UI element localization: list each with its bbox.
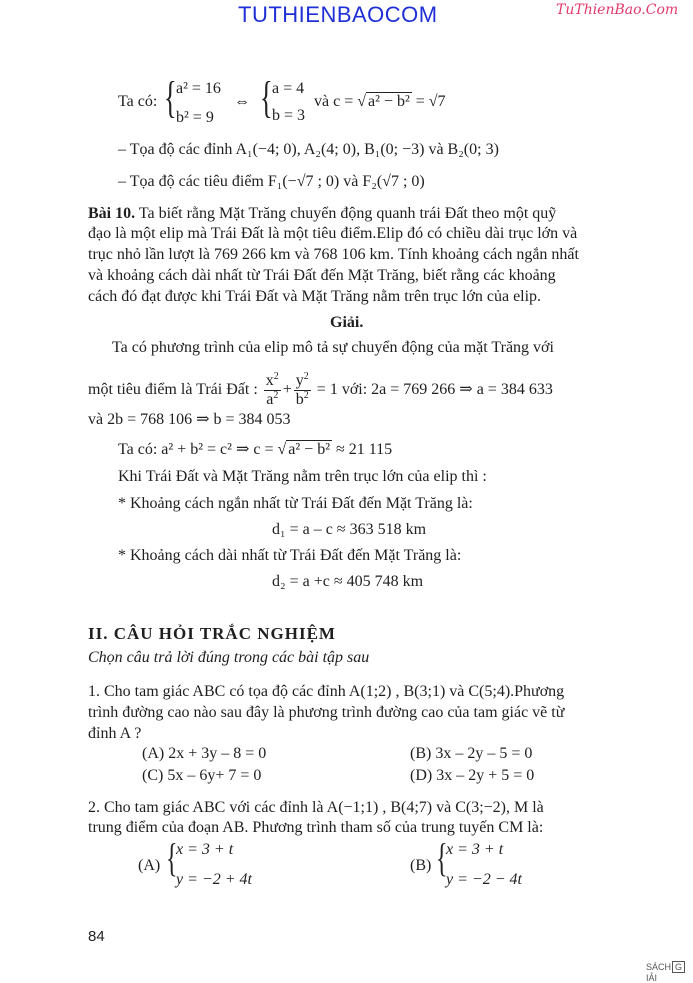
taco-label: Ta có:: [118, 93, 158, 110]
solution-line3: và 2b = 768 106 ⇒ b = 384 053: [88, 411, 291, 428]
system-brace-right: {: [260, 73, 273, 122]
iff-symbol: ⇔: [234, 93, 250, 110]
fraction-y2-b2: $\frac{y^2}{b^2}$: [295, 371, 309, 408]
q2-option-a-brace: {: [166, 835, 178, 880]
section2-subtitle: Chọn câu trả lời đúng trong các bài tập sau: [88, 649, 370, 666]
solution-line4-prefix: Ta có: a² + b² = c² ⇒ c =: [118, 441, 274, 458]
bai10-line3: trục nhỏ lần lượt là 769 266 km và 768 106 km. Tính khoảng cách ngắn nhất: [88, 246, 579, 263]
q1-option-c: (C) 5x – 6y+ 7 = 0: [142, 767, 262, 784]
bai10-label: Bài 10.: [88, 205, 136, 222]
solution-line1: Ta có phương trình của elip mô tả sự chuyển động của mặt Trăng với: [112, 339, 554, 356]
c-equation-prefix: và c =: [314, 93, 358, 110]
q1-option-a: (A) 2x + 3y – 8 = 0: [142, 745, 267, 762]
logo-text-a: SÁCH: [646, 962, 672, 972]
logo-text-b: G: [672, 961, 685, 973]
sqrt-radicand: a² − b²: [368, 93, 410, 110]
system1-row1: a² = 16: [176, 80, 221, 97]
solution-line2-suffix: = 1 với: 2a = 769 266 ⇒ a = 384 633: [316, 381, 553, 399]
q1-option-d: (D) 3x – 2y + 5 = 0: [410, 767, 535, 784]
brand-watermark: TuThienBao.Com: [556, 2, 679, 18]
system-brace-left: {: [164, 73, 177, 122]
q2-line2: trung điểm của đoạn AB. Phương trình tham số của trung tuyến CM là:: [88, 819, 544, 836]
q2-line1: 2. Cho tam giác ABC với các đỉnh là A(−1;1) , B(4;7) và C(3;−2), M là: [88, 799, 544, 816]
system2-row1: a = 4: [272, 80, 305, 97]
q1-line1: 1. Cho tam giác ABC có tọa độ các đỉnh A(1;2) , B(3;1) và C(5;4).Phương: [88, 683, 565, 700]
fraction-x2-a2: $\frac{x^2}{a^2}$: [265, 371, 279, 408]
c-equation: và c = √ a² − b² = √7: [314, 93, 446, 110]
solution-line9: d₂ = a +c ≈ 405 748 km: [272, 573, 424, 590]
q2-option-b-label: (B): [410, 857, 432, 874]
q2-option-a-label: (A): [138, 857, 161, 874]
q1-line2: trình đường cao nào sau đây là phương trình đường cao của tam giác vẽ từ: [88, 704, 565, 721]
solution-line5: Khi Trái Đất và Mặt Trăng nằm trên trục lớn của elip thì :: [118, 468, 487, 485]
solution-title: Giải.: [330, 314, 364, 331]
q2-option-b-row1: x = 3 + t: [446, 841, 504, 858]
solution-line4-result: ≈ 21 115: [335, 441, 393, 458]
site-header-title: TUTHIENBAOCOM: [238, 2, 438, 27]
bai10-line1: [88, 204, 556, 224]
system2-row2: b = 3: [272, 107, 306, 124]
system1-row2: b² = 9: [176, 109, 214, 126]
solution-line2: một tiêu điểm là Trái Đất : $\frac{x^2}{a^2}$ + $\frac{y^2}{b^2}$ = 1 với: 2a = 769 266 ⇒ a = 384 633: [88, 371, 553, 408]
solution-line6: * Khoảng cách ngắn nhất từ Trái Đất đến Mặt Trăng là:: [118, 495, 473, 512]
page-number: 84: [88, 928, 105, 945]
solution-line4-radicand: a² − b²: [288, 441, 330, 458]
bai10-line4: và khoảng cách dài nhất từ Trái Đất đến Mặt Trăng, biết rằng các khoảng: [88, 267, 556, 284]
q1-option-b: (B) 3x – 2y – 5 = 0: [410, 745, 533, 762]
logo-text-c: IẢI: [646, 973, 658, 983]
solution-line2-prefix: một tiêu điểm là Trái Đất :: [88, 381, 258, 399]
c-equation-result: = √7: [415, 93, 446, 110]
q2-option-a-row2: y = −2 + 4t: [176, 871, 252, 888]
q2-option-a-row1: x = 3 + t: [176, 841, 234, 858]
bai10-text1: Ta biết rằng Mặt Trăng chuyển động quanh trái Đất theo một quỹ: [135, 205, 557, 222]
foci-line: – Tọa độ các tiêu điểm F₁(−√7 ; 0) và F₂(√7 ; 0): [118, 173, 425, 190]
bai10-line2: đạo là một elip mà Trái Đất là một tiêu điểm.Elip đó có chiều dài trục lớn và: [88, 225, 578, 242]
vertices-line: – Tọa độ các đỉnh A₁(−4; 0), A₂(4; 0), B₁(0; −3) và B₂(0; 3): [118, 141, 499, 158]
solution-line8: * Khoảng cách dài nhất từ Trái Đất đến Mặt Trăng là:: [118, 547, 462, 564]
q1-line3: đỉnh A ?: [88, 725, 142, 742]
q2-option-b-brace: {: [436, 835, 448, 880]
q2-option-b-row2: y = −2 − 4t: [446, 871, 522, 888]
section2-title: II. CÂU HỎI TRẮC NGHIỆM: [88, 624, 336, 643]
bai10-line5: cách đó đạt được khi Trái Đất và Mặt Trăng nằm trên trục lớn của elip.: [88, 288, 542, 305]
solution-line7: d₁ = a – c ≈ 363 518 km: [272, 521, 427, 538]
solution-line4: Ta có: a² + b² = c² ⇒ c = √ a² − b² ≈ 21 115: [118, 441, 393, 458]
